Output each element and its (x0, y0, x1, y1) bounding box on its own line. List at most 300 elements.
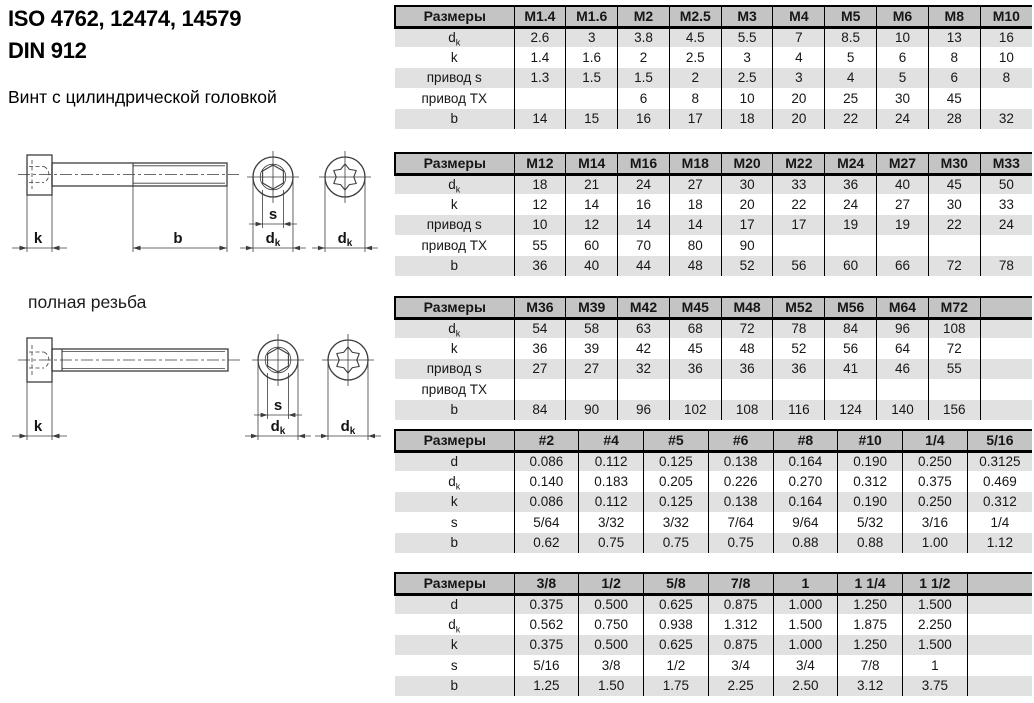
dimension-value: 24 (618, 174, 670, 194)
dimension-value: 1 (903, 655, 968, 675)
dimension-value: 108 (928, 318, 980, 338)
dimension-value: 96 (618, 400, 670, 420)
dimension-value: 14 (669, 215, 721, 235)
dimension-value: 64 (877, 338, 929, 358)
dimension-value: 3.75 (903, 676, 968, 696)
table-row (395, 533, 1032, 553)
dimension-table-5 (394, 572, 1032, 696)
table-row (395, 109, 1032, 129)
screw-drawing-partial-thread (8, 146, 386, 298)
full-thread-note: полная резьба (28, 292, 147, 312)
dimension-value: 0.138 (708, 492, 773, 512)
dimension-value: 0.75 (644, 533, 709, 553)
dimension-value: 1.312 (708, 614, 773, 634)
dimension-value: 30 (877, 88, 929, 108)
dimension-value: 0.183 (579, 471, 644, 491)
dimension-value: 0.086 (514, 492, 579, 512)
size-column-header: M6 (877, 6, 929, 27)
size-column-header: M12 (514, 153, 566, 174)
dimension-value: 5/32 (838, 512, 903, 532)
size-column-header: M36 (514, 297, 566, 318)
dimension-value: 0.875 (708, 635, 773, 655)
dimension-value: 28 (928, 109, 980, 129)
dimension-value: 0.164 (773, 451, 838, 471)
dimension-value: 1.000 (773, 594, 838, 614)
row-label: k (395, 492, 514, 512)
dimension-value: 55 (928, 359, 980, 379)
dimension-value: 13 (928, 27, 980, 47)
page-title-din: DIN 912 (8, 38, 87, 63)
dimension-value (967, 594, 1032, 614)
row-label-header: Размеры (395, 297, 514, 318)
dimension-table-3 (394, 296, 1032, 420)
dimension-value: 0.312 (967, 492, 1032, 512)
table-row (395, 47, 1032, 67)
dimension-value (825, 379, 877, 399)
dimension-value: 72 (928, 338, 980, 358)
dimension-value: 40 (877, 174, 929, 194)
table-row (395, 256, 1032, 276)
dimension-value: 18 (721, 109, 773, 129)
dimension-value: 0.086 (514, 451, 579, 471)
dimension-value: 36 (514, 338, 566, 358)
dimension-value: 3/8 (579, 655, 644, 675)
dimension-value (928, 235, 980, 255)
table-row (395, 338, 1032, 358)
dimension-value: 156 (928, 400, 980, 420)
dimension-value: 6 (928, 68, 980, 88)
dimension-value: 80 (669, 235, 721, 255)
size-column-header: M1.6 (566, 6, 618, 27)
dimension-value: 3/4 (708, 655, 773, 675)
dimension-value: 0.205 (644, 471, 709, 491)
dimension-value (980, 359, 1032, 379)
size-column-header: 1/4 (903, 430, 968, 451)
size-column-header: #4 (579, 430, 644, 451)
dimension-value: 14 (514, 109, 566, 129)
dimension-value: 0.469 (967, 471, 1032, 491)
dimension-value: 44 (618, 256, 670, 276)
dimension-table-1 (394, 5, 1032, 129)
size-column-header: 7/8 (708, 573, 773, 594)
table-header-row (395, 6, 1032, 27)
dimension-value: 20 (773, 109, 825, 129)
dimension-value: 0.75 (708, 533, 773, 553)
dimension-value: 19 (877, 215, 929, 235)
dimension-value: 1.250 (838, 594, 903, 614)
row-label-header: Размеры (395, 153, 514, 174)
dimension-value (980, 379, 1032, 399)
dimension-value: 3 (773, 68, 825, 88)
dimension-value: 27 (514, 359, 566, 379)
torx-end-view (312, 151, 378, 252)
size-column-header: 1 1/2 (903, 573, 968, 594)
size-column-header: M8 (928, 6, 980, 27)
dimension-value: 0.250 (903, 492, 968, 512)
size-column-header: 1 1/4 (838, 573, 903, 594)
dimension-value: 16 (980, 27, 1032, 47)
size-column-header: #6 (708, 430, 773, 451)
dimension-value (980, 235, 1032, 255)
dimension-value: 25 (825, 88, 877, 108)
dimension-value: 1.250 (838, 635, 903, 655)
dimension-value: 0.138 (708, 451, 773, 471)
dimension-value: 56 (773, 256, 825, 276)
dimension-value (967, 635, 1032, 655)
dimension-value: 22 (928, 215, 980, 235)
dimension-value: 0.190 (838, 451, 903, 471)
size-column-header: M2 (618, 6, 670, 27)
dimension-value: 42 (618, 338, 670, 358)
dimension-value (877, 379, 929, 399)
dimension-value: 27 (566, 359, 618, 379)
size-column-header: M10 (980, 6, 1032, 27)
size-column-header: M39 (566, 297, 618, 318)
table-row (395, 174, 1032, 194)
table-row (395, 614, 1032, 634)
dimension-value: 33 (980, 194, 1032, 214)
size-column-header: M33 (980, 153, 1032, 174)
dimension-value: 72 (928, 256, 980, 276)
dimension-value: 45 (928, 174, 980, 194)
dimension-value: 0.375 (903, 471, 968, 491)
dimension-value: 3/32 (579, 512, 644, 532)
dimension-value: 108 (721, 400, 773, 420)
dimension-value: 27 (669, 174, 721, 194)
row-label: k (395, 338, 514, 358)
dimension-value: 1.875 (838, 614, 903, 634)
size-column-header: M5 (825, 6, 877, 27)
dimension-value: 4 (773, 47, 825, 67)
table-row (395, 318, 1032, 338)
size-column-header: #5 (644, 430, 709, 451)
dimension-value: 2.6 (514, 27, 566, 47)
dimension-value: 116 (773, 400, 825, 420)
table-row (395, 215, 1032, 235)
dimension-value: 0.3125 (967, 451, 1032, 471)
dimension-value (980, 400, 1032, 420)
dimension-value: 52 (773, 338, 825, 358)
dimension-value: 56 (825, 338, 877, 358)
dimension-table-2 (394, 152, 1032, 276)
table-row (395, 492, 1032, 512)
dimension-value: 3.8 (618, 27, 670, 47)
dimension-value: 52 (721, 256, 773, 276)
dimension-value: 41 (825, 359, 877, 379)
dimension-value (928, 379, 980, 399)
dimension-value (980, 338, 1032, 358)
size-column-header: M1.4 (514, 6, 566, 27)
dimension-value: 48 (721, 338, 773, 358)
size-column-header: M27 (877, 153, 929, 174)
row-label: привод s (395, 68, 514, 88)
dimension-value (566, 88, 618, 108)
dimension-value: 0.125 (644, 451, 709, 471)
torx-end-view (315, 334, 381, 440)
dimension-value: 10 (514, 215, 566, 235)
dimension-value: 0.140 (514, 471, 579, 491)
dimension-value: 0.500 (579, 635, 644, 655)
dimension-value: 17 (773, 215, 825, 235)
row-label: k (395, 635, 514, 655)
dim-label-b: b (173, 230, 183, 247)
dimension-value: 0.312 (838, 471, 903, 491)
dim-label-k: k (33, 418, 43, 435)
dimension-value: 54 (514, 318, 566, 338)
dimension-value: 36 (514, 256, 566, 276)
dimension-value (618, 379, 670, 399)
dimension-value: 6 (618, 88, 670, 108)
dimension-value: 4.5 (669, 27, 721, 47)
dimension-value: 1.500 (903, 594, 968, 614)
table-row (395, 359, 1032, 379)
dimension-value (967, 655, 1032, 675)
row-label-header: Размеры (395, 430, 514, 451)
dimension-value: 5 (825, 47, 877, 67)
dimension-value: 0.562 (514, 614, 579, 634)
dimension-value: 3.12 (838, 676, 903, 696)
dimension-value: 6 (877, 47, 929, 67)
dimension-value: 12 (566, 215, 618, 235)
dimension-value: 0.112 (579, 492, 644, 512)
dimension-value: 9/64 (773, 512, 838, 532)
dimension-value: 0.226 (708, 471, 773, 491)
row-label: d (395, 451, 514, 471)
size-column-header: 1/2 (579, 573, 644, 594)
dimension-value (980, 88, 1032, 108)
dimension-value: 60 (566, 235, 618, 255)
size-column-header: M3 (721, 6, 773, 27)
table-header-row (395, 297, 1032, 318)
dimension-value: 30 (721, 174, 773, 194)
dimension-value: 3/32 (644, 512, 709, 532)
size-column-header: M48 (721, 297, 773, 318)
row-label: привод TX (395, 88, 514, 108)
dimension-value: 17 (669, 109, 721, 129)
dimension-table-4 (394, 429, 1032, 553)
dimension-value: 1.25 (514, 676, 579, 696)
table-header-row (395, 430, 1032, 451)
row-label: $d_k$ (395, 318, 514, 338)
dimension-value: 5/16 (514, 655, 579, 675)
dimension-value: 10 (980, 47, 1032, 67)
dimension-value: 1.3 (514, 68, 566, 88)
dimension-value: 5/64 (514, 512, 579, 532)
dimension-value: 36 (773, 359, 825, 379)
table-row (395, 635, 1032, 655)
dimension-value: 0.62 (514, 533, 579, 553)
dimension-value: 1/4 (967, 512, 1032, 532)
dimension-value: 19 (825, 215, 877, 235)
dimension-value: 140 (877, 400, 929, 420)
size-column-header: M64 (877, 297, 929, 318)
size-column-header: 1 (773, 573, 838, 594)
dimension-value: 66 (877, 256, 929, 276)
size-column-header: M24 (825, 153, 877, 174)
dimension-value: 0.112 (579, 451, 644, 471)
dimension-value: 7 (773, 27, 825, 47)
size-column-header: M22 (773, 153, 825, 174)
dimension-value: 45 (669, 338, 721, 358)
table-row (395, 594, 1032, 614)
table-row (395, 471, 1032, 491)
dimension-value: 5.5 (721, 27, 773, 47)
dimension-k (12, 195, 67, 252)
dim-label-dk: $d_k$ (340, 418, 356, 437)
dimension-value: 1.75 (644, 676, 709, 696)
size-column-header: M52 (773, 297, 825, 318)
row-label: $d_k$ (395, 27, 514, 47)
dimension-value: 16 (618, 194, 670, 214)
dimension-value: 0.500 (579, 594, 644, 614)
row-label: k (395, 47, 514, 67)
dimension-value: 2 (669, 68, 721, 88)
dimension-value: 16 (618, 109, 670, 129)
dimension-value: 40 (566, 256, 618, 276)
dimension-value: 50 (980, 174, 1032, 194)
dimension-value: 102 (669, 400, 721, 420)
dimension-value: 84 (514, 400, 566, 420)
dimension-value: 8 (980, 68, 1032, 88)
dimension-value: 48 (669, 256, 721, 276)
dimension-value: 1.12 (967, 533, 1032, 553)
dimension-value (773, 235, 825, 255)
row-label: b (395, 256, 514, 276)
dimension-value: 22 (825, 109, 877, 129)
size-column-header: M56 (825, 297, 877, 318)
dimension-value: 3 (566, 27, 618, 47)
dimension-value (514, 379, 566, 399)
size-column-header: #2 (514, 430, 579, 451)
size-column-header: M72 (928, 297, 980, 318)
dimension-value: 3/16 (903, 512, 968, 532)
dimension-value (967, 676, 1032, 696)
size-column-header: 5/8 (644, 573, 709, 594)
dimension-value: 0.875 (708, 594, 773, 614)
dimension-value: 21 (566, 174, 618, 194)
dimension-value: 1.6 (566, 47, 618, 67)
dimension-value: 70 (618, 235, 670, 255)
page-title-iso: ISO 4762, 12474, 14579 (8, 6, 242, 31)
row-label: b (395, 676, 514, 696)
dimension-value: 2.5 (721, 68, 773, 88)
dimension-value: 36 (669, 359, 721, 379)
row-label: $d_k$ (395, 174, 514, 194)
table-header-row (395, 573, 1032, 594)
row-label: k (395, 194, 514, 214)
table-row (395, 379, 1032, 399)
dimension-value: 10 (877, 27, 929, 47)
table-header-row (395, 153, 1032, 174)
screw-side-view (18, 155, 239, 195)
dimension-value: 32 (980, 109, 1032, 129)
size-column-header: M2.5 (669, 6, 721, 27)
size-column-header: M14 (566, 153, 618, 174)
size-column-header: M4 (773, 6, 825, 27)
dimension-value: 60 (825, 256, 877, 276)
screw-side-view (18, 338, 240, 382)
table-row (395, 88, 1032, 108)
row-label-header: Размеры (395, 6, 514, 27)
screw-drawing-full-thread (8, 325, 386, 443)
row-label: b (395, 109, 514, 129)
dimension-value: 46 (877, 359, 929, 379)
dimension-value: 0.75 (579, 533, 644, 553)
dimension-value: 18 (669, 194, 721, 214)
dimension-value: 0.88 (773, 533, 838, 553)
dimension-value: 8 (669, 88, 721, 108)
dimension-value: 3/4 (773, 655, 838, 675)
dimension-value (669, 379, 721, 399)
dimension-value: 0.375 (514, 635, 579, 655)
dimension-value: 0.938 (644, 614, 709, 634)
row-label: привод TX (395, 379, 514, 399)
dimension-value: 0.750 (579, 614, 644, 634)
dim-label-k: k (33, 230, 43, 247)
dim-label-s: s (273, 397, 283, 414)
dim-label-s: s (268, 206, 278, 223)
hex-socket-end-view (245, 334, 311, 440)
size-column-header: M30 (928, 153, 980, 174)
dimension-value: 1.500 (903, 635, 968, 655)
dim-label-dk: $d_k$ (270, 418, 286, 437)
dimension-value: 24 (877, 109, 929, 129)
dimension-value: 24 (980, 215, 1032, 235)
dimension-value: 2.25 (708, 676, 773, 696)
dimension-value (967, 614, 1032, 634)
dimension-value: 1.4 (514, 47, 566, 67)
dimension-value: 0.125 (644, 492, 709, 512)
dimension-value: 1.5 (618, 68, 670, 88)
dimension-value: 96 (877, 318, 929, 338)
size-column-header: #8 (773, 430, 838, 451)
dimension-value: 2.5 (669, 47, 721, 67)
dimension-value: 7/64 (708, 512, 773, 532)
dimension-value: 55 (514, 235, 566, 255)
dimension-value: 24 (825, 194, 877, 214)
size-column-header: M45 (669, 297, 721, 318)
size-column-header: 5/16 (967, 430, 1032, 451)
dimension-value: 22 (773, 194, 825, 214)
dimension-value (773, 379, 825, 399)
table-row (395, 68, 1032, 88)
table-row (395, 235, 1032, 255)
row-label: d (395, 594, 514, 614)
dimension-value: 45 (928, 88, 980, 108)
dimension-value: 0.164 (773, 492, 838, 512)
dimension-value (877, 235, 929, 255)
dimension-value (514, 88, 566, 108)
dimension-value: 0.88 (838, 533, 903, 553)
dimension-value: 1.000 (773, 635, 838, 655)
dim-label-dk: $d_k$ (337, 230, 353, 249)
dimension-value: 1/2 (644, 655, 709, 675)
dimension-value: 20 (773, 88, 825, 108)
row-label: b (395, 533, 514, 553)
dimension-value: 20 (721, 194, 773, 214)
dimension-value: 1.500 (773, 614, 838, 634)
dimension-value: 4 (825, 68, 877, 88)
dimension-value: 36 (825, 174, 877, 194)
size-column-header (980, 297, 1032, 318)
dimension-value: 78 (773, 318, 825, 338)
dimension-value: 8 (928, 47, 980, 67)
size-column-header: M16 (618, 153, 670, 174)
dimension-value: 1.00 (903, 533, 968, 553)
size-column-header: M20 (721, 153, 773, 174)
row-label: привод s (395, 215, 514, 235)
dimension-value: 90 (721, 235, 773, 255)
